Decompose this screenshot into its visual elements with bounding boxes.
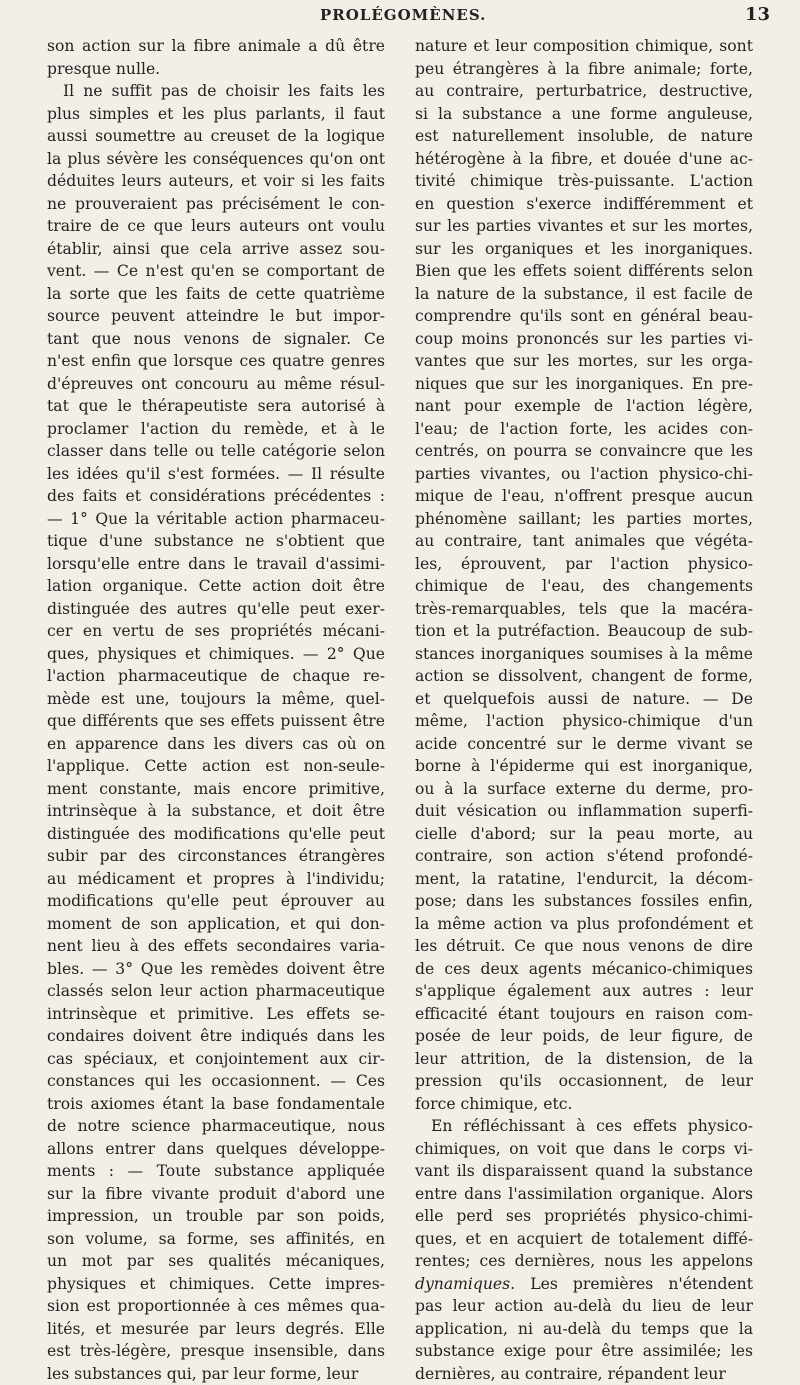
text-line: tion et la putréfaction. Beaucoup de sub- [415, 620, 753, 643]
text-line: l'applique. Cette action est non-seule- [47, 755, 385, 778]
text-line: intrinsèque et primitive. Les effets se- [47, 1003, 385, 1026]
text-line: cas spéciaux, et conjointement aux cir- [47, 1048, 385, 1071]
text-line: substance exige pour être assimilée; les [415, 1340, 753, 1363]
text-line: ques, et en acquiert de totalement diffé- [415, 1228, 753, 1251]
page-number: 13 [745, 4, 770, 25]
text-line: les, éprouvent, par l'action physico- [415, 553, 753, 576]
text-line: les détruit. Ce que nous venons de dire [415, 935, 753, 958]
text-line: pose; dans les substances fossiles enfin, [415, 890, 753, 913]
text-line: sur les parties vivantes et sur les mortes, [415, 215, 753, 238]
text-line: leur attrition, de la distension, de la [415, 1048, 753, 1071]
text-line: classer dans telle ou telle catégorie selon [47, 440, 385, 463]
text-line: elle perd ses propriétés physico-chimi- [415, 1205, 753, 1228]
text-line: phénomène saillant; les parties mortes, [415, 508, 753, 531]
text-line: classés selon leur action pharmaceutique [47, 980, 385, 1003]
text-line: ment, la ratatine, l'endurcit, la décom- [415, 868, 753, 891]
text-line: lités, et mesurée par leurs degrés. Elle [47, 1318, 385, 1341]
text-line: au médicament et propres à l'individu; [47, 868, 385, 891]
text-line: en apparence dans les divers cas où on [47, 733, 385, 756]
text-line: n'est enfin que lorsque ces quatre genres [47, 350, 385, 373]
text-line: pas leur action au-delà du lieu de leur [415, 1295, 753, 1318]
text-line: subir par des circonstances étrangères [47, 845, 385, 868]
text-line: physiques et chimiques. Cette impres- [47, 1273, 385, 1296]
text-line: distinguée des autres qu'elle peut exer- [47, 598, 385, 621]
text-line: l'eau; de l'action forte, les acides con- [415, 418, 753, 441]
text-line: nant pour exemple de l'action légère, [415, 395, 753, 418]
text-line: ou à la surface externe du derme, pro- [415, 778, 753, 801]
text-line: condaires doivent être indiqués dans les [47, 1025, 385, 1048]
text-line: la nature de la substance, il est facile de [415, 283, 753, 306]
right-text-column [415, 35, 753, 1385]
text-line: allons entrer dans quelques développe- [47, 1138, 385, 1161]
text-line: mique de l'eau, n'offrent presque aucun [415, 485, 753, 508]
text-line: tat que le thérapeutiste sera autorisé à [47, 395, 385, 418]
text-line: au contraire, perturbatrice, destructive, [415, 80, 753, 103]
text-line: traire de ce que leurs auteurs ont voulu [47, 215, 385, 238]
text-line: aussi soumettre au creuset de la logique [47, 125, 385, 148]
text-line: son action sur la fibre animale a dû être [47, 35, 385, 58]
text-line: vent. — Ce n'est qu'en se comportant de [47, 260, 385, 283]
text-line: tique d'une substance ne s'obtient que [47, 530, 385, 553]
text-line: ments : — Toute substance appliquée [47, 1160, 385, 1183]
text-line: l'action pharmaceutique de chaque re- [47, 665, 385, 688]
text-line: tant que nous venons de signaler. Ce [47, 328, 385, 351]
text-line: rentes; ces dernières, nous les appelons [415, 1250, 753, 1273]
text-line: contraire, son action s'étend profondé- [415, 845, 753, 868]
text-line: entre dans l'assimilation organique. Alors [415, 1183, 753, 1206]
text-line: établir, ainsi que cela arrive assez sou- [47, 238, 385, 261]
text-line: vant ils disparaissent quand la substance [415, 1160, 753, 1183]
text-line: des faits et considérations précédentes : [47, 485, 385, 508]
text-line: déduites leurs auteurs, et voir si les faits [47, 170, 385, 193]
text-line: impression, un trouble par son poids, [47, 1205, 385, 1228]
text-line: les idées qu'il s'est formées. — Il résulte [47, 463, 385, 486]
text-line: source peuvent atteindre le but impor- [47, 305, 385, 328]
text-line: intrinsèque à la substance, et doit être [47, 800, 385, 823]
text-line: en question s'exerce indifféremment et [415, 193, 753, 216]
text-line: centrés, on pourra se convaincre que les [415, 440, 753, 463]
text-line: borne à l'épiderme qui est inorganique, [415, 755, 753, 778]
text-line: pression qu'ils occasionnent, de leur [415, 1070, 753, 1093]
text-line: duit vésication ou inflammation superfi- [415, 800, 753, 823]
text-line: au contraire, tant animales que végéta- [415, 530, 753, 553]
text-line: Bien que les effets soient différents selon [415, 260, 753, 283]
text-line: chimique de l'eau, des changements [415, 575, 753, 598]
text-line: d'épreuves ont concouru au même résul- [47, 373, 385, 396]
running-head [0, 6, 800, 30]
text-line: si la substance a une forme anguleuse, [415, 103, 753, 126]
text-line: posée de leur poids, de leur figure, de [415, 1025, 753, 1048]
text-line: presque nulle. [47, 58, 385, 81]
text-line: dernières, au contraire, répandent leur [415, 1363, 753, 1385]
text-line: mède est une, toujours la même, quel- [47, 688, 385, 711]
text-line: plus simples et les plus parlants, il faut [47, 103, 385, 126]
text-line: sion est proportionnée à ces mêmes qua- [47, 1295, 385, 1318]
text-line: cer en vertu de ses propriétés mécani- [47, 620, 385, 643]
text-line: parties vivantes, ou l'action physico-chi- [415, 463, 753, 486]
text-line: nent lieu à des effets secondaires varia- [47, 935, 385, 958]
text-line: même, l'action physico-chimique d'un [415, 710, 753, 733]
text-line: sur les organiques et les inorganiques. [415, 238, 753, 261]
text-line: que différents que ses effets puissent être [47, 710, 385, 733]
text-line: comprendre qu'ils sont en général beau- [415, 305, 753, 328]
text-line: peu étrangères à la fibre animale; forte, [415, 58, 753, 81]
text-line: distinguée des modifications qu'elle peut [47, 823, 385, 846]
text-line: sur la fibre vivante produit d'abord une [47, 1183, 385, 1206]
text-line: et quelquefois aussi de nature. — De [415, 688, 753, 711]
text-line: stances inorganiques soumises à la même [415, 643, 753, 666]
text-line: ment constante, mais encore primitive, [47, 778, 385, 801]
italic-term: dynamiques [415, 1275, 510, 1293]
text-line: est très-légère, presque insensible, dans [47, 1340, 385, 1363]
text-line: tivité chimique très-puissante. L'action [415, 170, 753, 193]
text-line: la sorte que les faits de cette quatrième [47, 283, 385, 306]
text-line: proclamer l'action du remède, et à le [47, 418, 385, 441]
text-line: force chimique, etc. [415, 1093, 753, 1116]
text-line: efficacité étant toujours en raison com- [415, 1003, 753, 1026]
text-line: la plus sévère les conséquences qu'on ont [47, 148, 385, 171]
header-title: PROLÉGOMÈNES. [320, 6, 486, 24]
text-line: coup moins prononcés sur les parties vi- [415, 328, 753, 351]
text-line: est naturellement insoluble, de nature [415, 125, 753, 148]
text-line: s'applique également aux autres : leur [415, 980, 753, 1003]
text-line: En réfléchissant à ces effets physico- [415, 1115, 753, 1138]
text-line: vantes que sur les mortes, sur les orga- [415, 350, 753, 373]
text-line: de ces deux agents mécanico-chimiques [415, 958, 753, 981]
text-line: nature et leur composition chimique, sont [415, 35, 753, 58]
text-line: action se dissolvent, changent de forme, [415, 665, 753, 688]
text-line: ques, physiques et chimiques. — 2° Que [47, 643, 385, 666]
text-line: Il ne suffit pas de choisir les faits les [47, 80, 385, 103]
text-line: très-remarquables, tels que la macéra- [415, 598, 753, 621]
text-line: lation organique. Cette action doit être [47, 575, 385, 598]
text-line: dynamiques. Les premières n'étendent [415, 1273, 753, 1296]
text-line: trois axiomes étant la base fondamentale [47, 1093, 385, 1116]
text-line: cielle d'abord; sur la peau morte, au [415, 823, 753, 846]
text-line: un mot par ses qualités mécaniques, [47, 1250, 385, 1273]
text-line: ne prouveraient pas précisément le con- [47, 193, 385, 216]
text-line: acide concentré sur le derme vivant se [415, 733, 753, 756]
text-line: la même action va plus profondément et [415, 913, 753, 936]
text-line: chimiques, on voit que dans le corps vi- [415, 1138, 753, 1161]
text-line: son volume, sa forme, ses affinités, en [47, 1228, 385, 1251]
text-line: modifications qu'elle peut éprouver au [47, 890, 385, 913]
text-line: application, ni au-delà du temps que la [415, 1318, 753, 1341]
text-line: bles. — 3° Que les remèdes doivent être [47, 958, 385, 981]
text-line: les substances qui, par leur forme, leur [47, 1363, 385, 1385]
left-text-column [47, 35, 385, 1385]
text-line: moment de son application, et qui don- [47, 913, 385, 936]
text-line: constances qui les occasionnent. — Ces [47, 1070, 385, 1093]
text-line: de notre science pharmaceutique, nous [47, 1115, 385, 1138]
text-line: hétérogène à la fibre, et douée d'une ac- [415, 148, 753, 171]
text-line: — 1° Que la véritable action pharmaceu- [47, 508, 385, 531]
text-line: niques que sur les inorganiques. En pre- [415, 373, 753, 396]
text-line: lorsqu'elle entre dans le travail d'assimi- [47, 553, 385, 576]
